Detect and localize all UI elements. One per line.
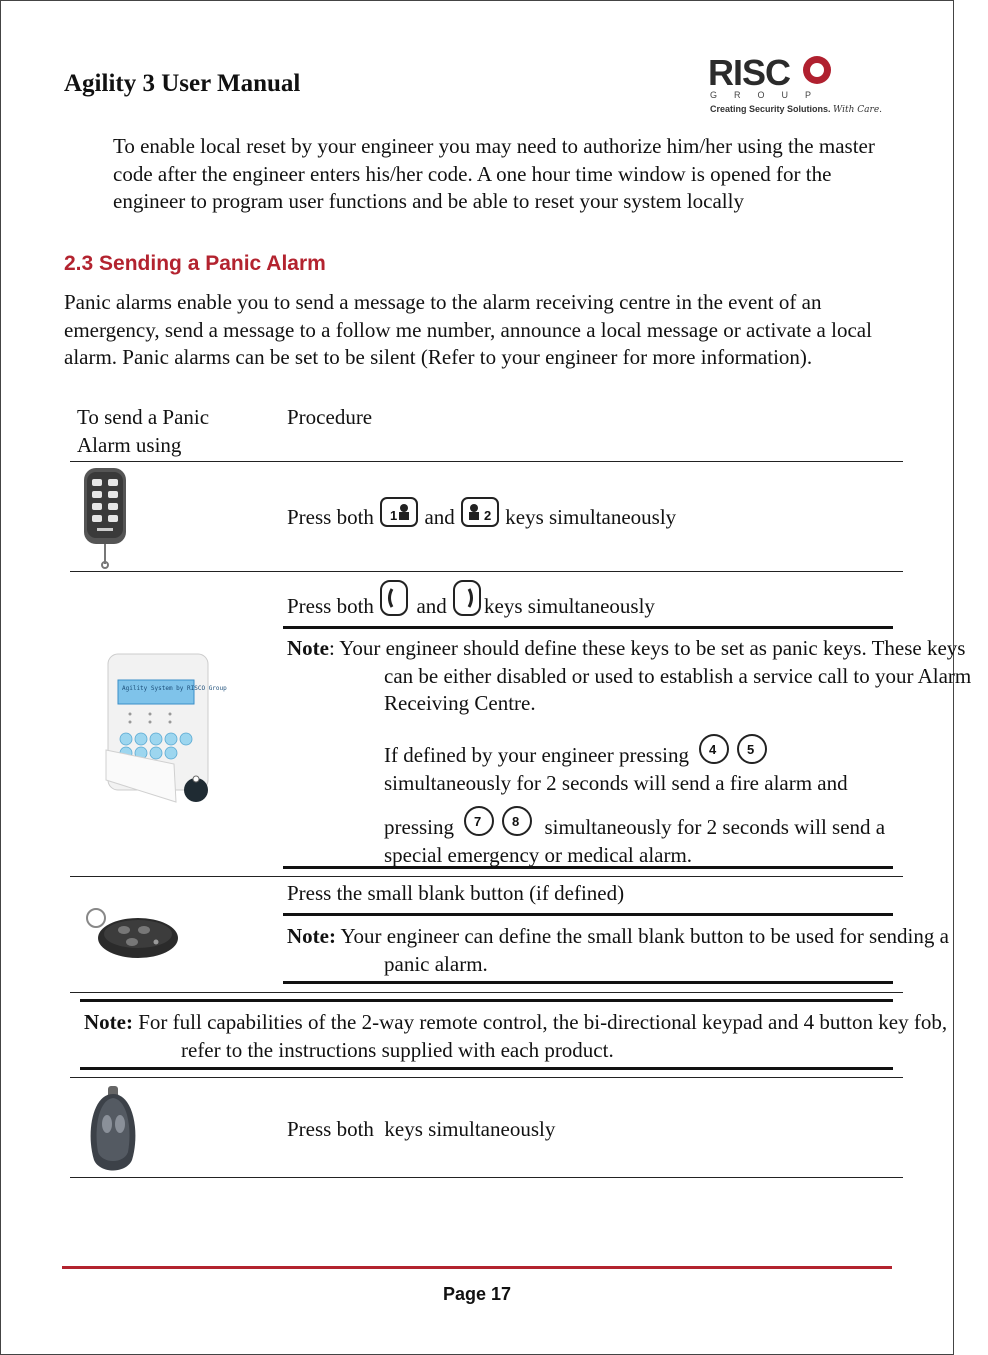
risco-logo	[708, 52, 883, 122]
general-note: Note: For full capabilities of the 2-way remote control, the bi-directional keypad and 4 button key fob, refer to the instructions supplied with each product.	[84, 1010, 948, 1062]
key-fob-4-button-icon	[84, 906, 180, 962]
logo-tagline: Creating Security Solutions. With Care.	[710, 104, 883, 115]
keypad-device-icon	[104, 652, 227, 804]
row2-fire-text: If defined by your engineer pressing 4 5 simultaneously for 2 seconds will send a fire alarm and	[384, 732, 894, 797]
section-heading: 2.3 Sending a Panic Alarm	[64, 252, 326, 275]
footer-rule	[62, 1266, 892, 1269]
page-number: Page 17	[442, 1284, 512, 1304]
left-panic-key-icon	[379, 579, 411, 619]
table-row-divider	[70, 1177, 903, 1178]
row1-procedure: Press both 1 and 2 keys simultaneously	[287, 496, 676, 532]
svg-text:2: 2	[484, 508, 492, 523]
table-row-divider	[70, 1077, 903, 1078]
keys-4-5-icon	[694, 732, 774, 768]
row3-note: Note: Your engineer can define the small blank button to be used for sending a panic alarm.	[287, 924, 949, 976]
row4-procedure: Press both keys simultaneously	[287, 1117, 556, 1141]
row2-procedure: Press both and keys simultaneously	[287, 579, 655, 621]
key-1-icon	[379, 496, 419, 530]
logo-group: GROUP	[710, 90, 829, 100]
logo-o-icon	[803, 56, 831, 84]
note-rule-top	[283, 626, 893, 629]
intro-paragraph: To enable local reset by your engineer you may need to authorize him/her using the master code after the engineer enters his/her code. A one hour time window is opened for the engineer to program user functions and be able to reset your system locally	[113, 134, 875, 213]
right-panic-key-icon	[452, 579, 484, 619]
logo-word: RISC	[708, 52, 791, 93]
svg-text:4: 4	[709, 742, 717, 757]
note-rule-bottom	[283, 866, 893, 869]
table-row-divider	[70, 461, 903, 462]
general-note-rule-top	[80, 999, 893, 1002]
row2-note: Note: Your engineer should define these keys to be set as panic keys. These keys can be either disabled or used to establish a service call to your Alarm Receiving Centre.	[287, 636, 972, 715]
keys-7-8-icon	[459, 804, 539, 840]
row2-medical-text: pressing 7 8 simultaneously for 2 seconds will send a special emergency or medical alarm.	[384, 804, 894, 869]
note-rule-bottom	[283, 981, 893, 984]
table-header-procedure: Procedure	[287, 405, 373, 429]
svg-text:7: 7	[474, 814, 482, 829]
svg-text:Agility System by RISCO Group: Agility System by RISCO Group	[122, 685, 227, 692]
row3-procedure: Press the small blank button (if defined)	[287, 881, 625, 905]
table-row-divider	[70, 876, 903, 877]
svg-text:1: 1	[390, 508, 398, 523]
table-row-divider	[70, 571, 903, 572]
document-title: Agility 3 User Manual	[64, 70, 301, 97]
general-note-rule-bottom	[80, 1067, 893, 1070]
table-row-divider	[70, 992, 903, 993]
key-fob-2-button-icon	[84, 1084, 144, 1176]
table-header-device: To send a Panic Alarm using	[77, 405, 210, 457]
section-paragraph: Panic alarms enable you to send a message to the alarm receiving centre in the event of an emergency, send a message to a follow me number, announce a local message or activate a local alarm. Panic alarms can be set to be silent (Refer to your engineer for more information).	[64, 290, 872, 369]
key-2-icon	[460, 496, 500, 530]
remote-8-button-icon	[82, 466, 128, 570]
svg-text:5: 5	[747, 742, 755, 757]
note-rule-top	[283, 913, 893, 916]
svg-text:8: 8	[512, 814, 520, 829]
